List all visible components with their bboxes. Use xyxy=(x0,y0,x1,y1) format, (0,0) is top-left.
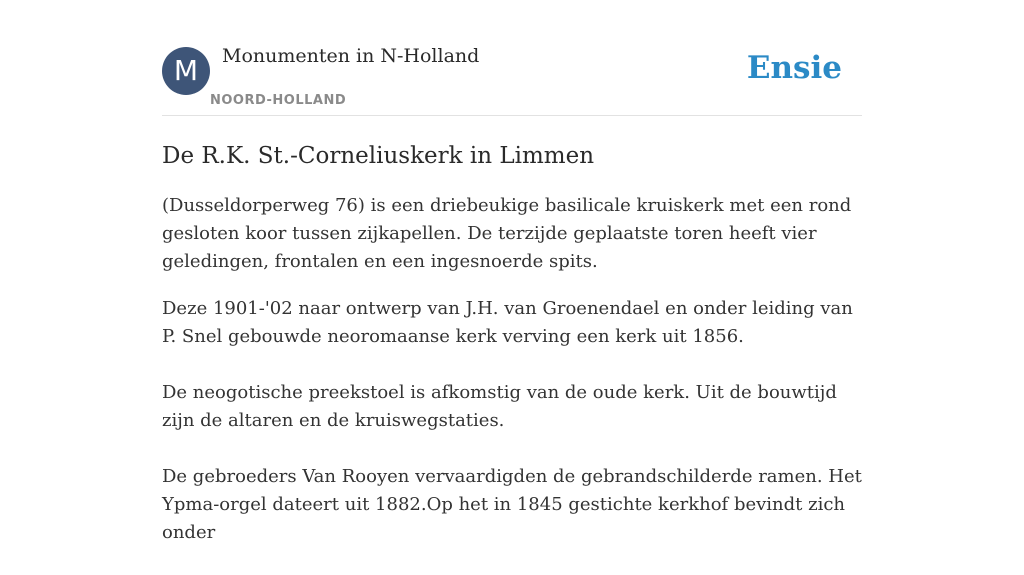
site-subtitle[interactable]: NOORD-HOLLAND xyxy=(210,93,347,108)
article-paragraph: Deze 1901-'02 naar ontwerp van J.H. van Groenendael en onder leiding van P. Snel gebouwde neoromaanse kerk verving een kerk uit 1856. xyxy=(162,298,853,347)
content-column xyxy=(162,0,862,575)
avatar[interactable]: M xyxy=(162,47,210,95)
brand-logo[interactable]: Ensie xyxy=(746,50,842,86)
site-header xyxy=(162,0,862,116)
article-title: De R.K. St.-Corneliuskerk in Limmen xyxy=(162,143,595,169)
site-title[interactable]: Monumenten in N-Holland xyxy=(222,45,480,67)
article-body xyxy=(162,295,862,547)
article-paragraph: De gebroeders Van Rooyen vervaardigden de gebrandschilderde ramen. Het Ypma-orgel dateert uit 1882.Op het in 1845 gestichte kerkhof bevindt zich onder xyxy=(162,466,862,543)
article-paragraph: De neogotische preekstoel is afkomstig van de oude kerk. Uit de bouwtijd zijn de altaren en de kruiswegstaties. xyxy=(162,382,837,431)
article-intro: (Dusseldorperweg 76) is een driebeukige basilicale kruiskerk met een rond gesloten koor tussen zijkapellen. De terzijde geplaatste toren heeft vier geledingen, frontalen en een ingesnoerde spits. xyxy=(162,195,852,272)
